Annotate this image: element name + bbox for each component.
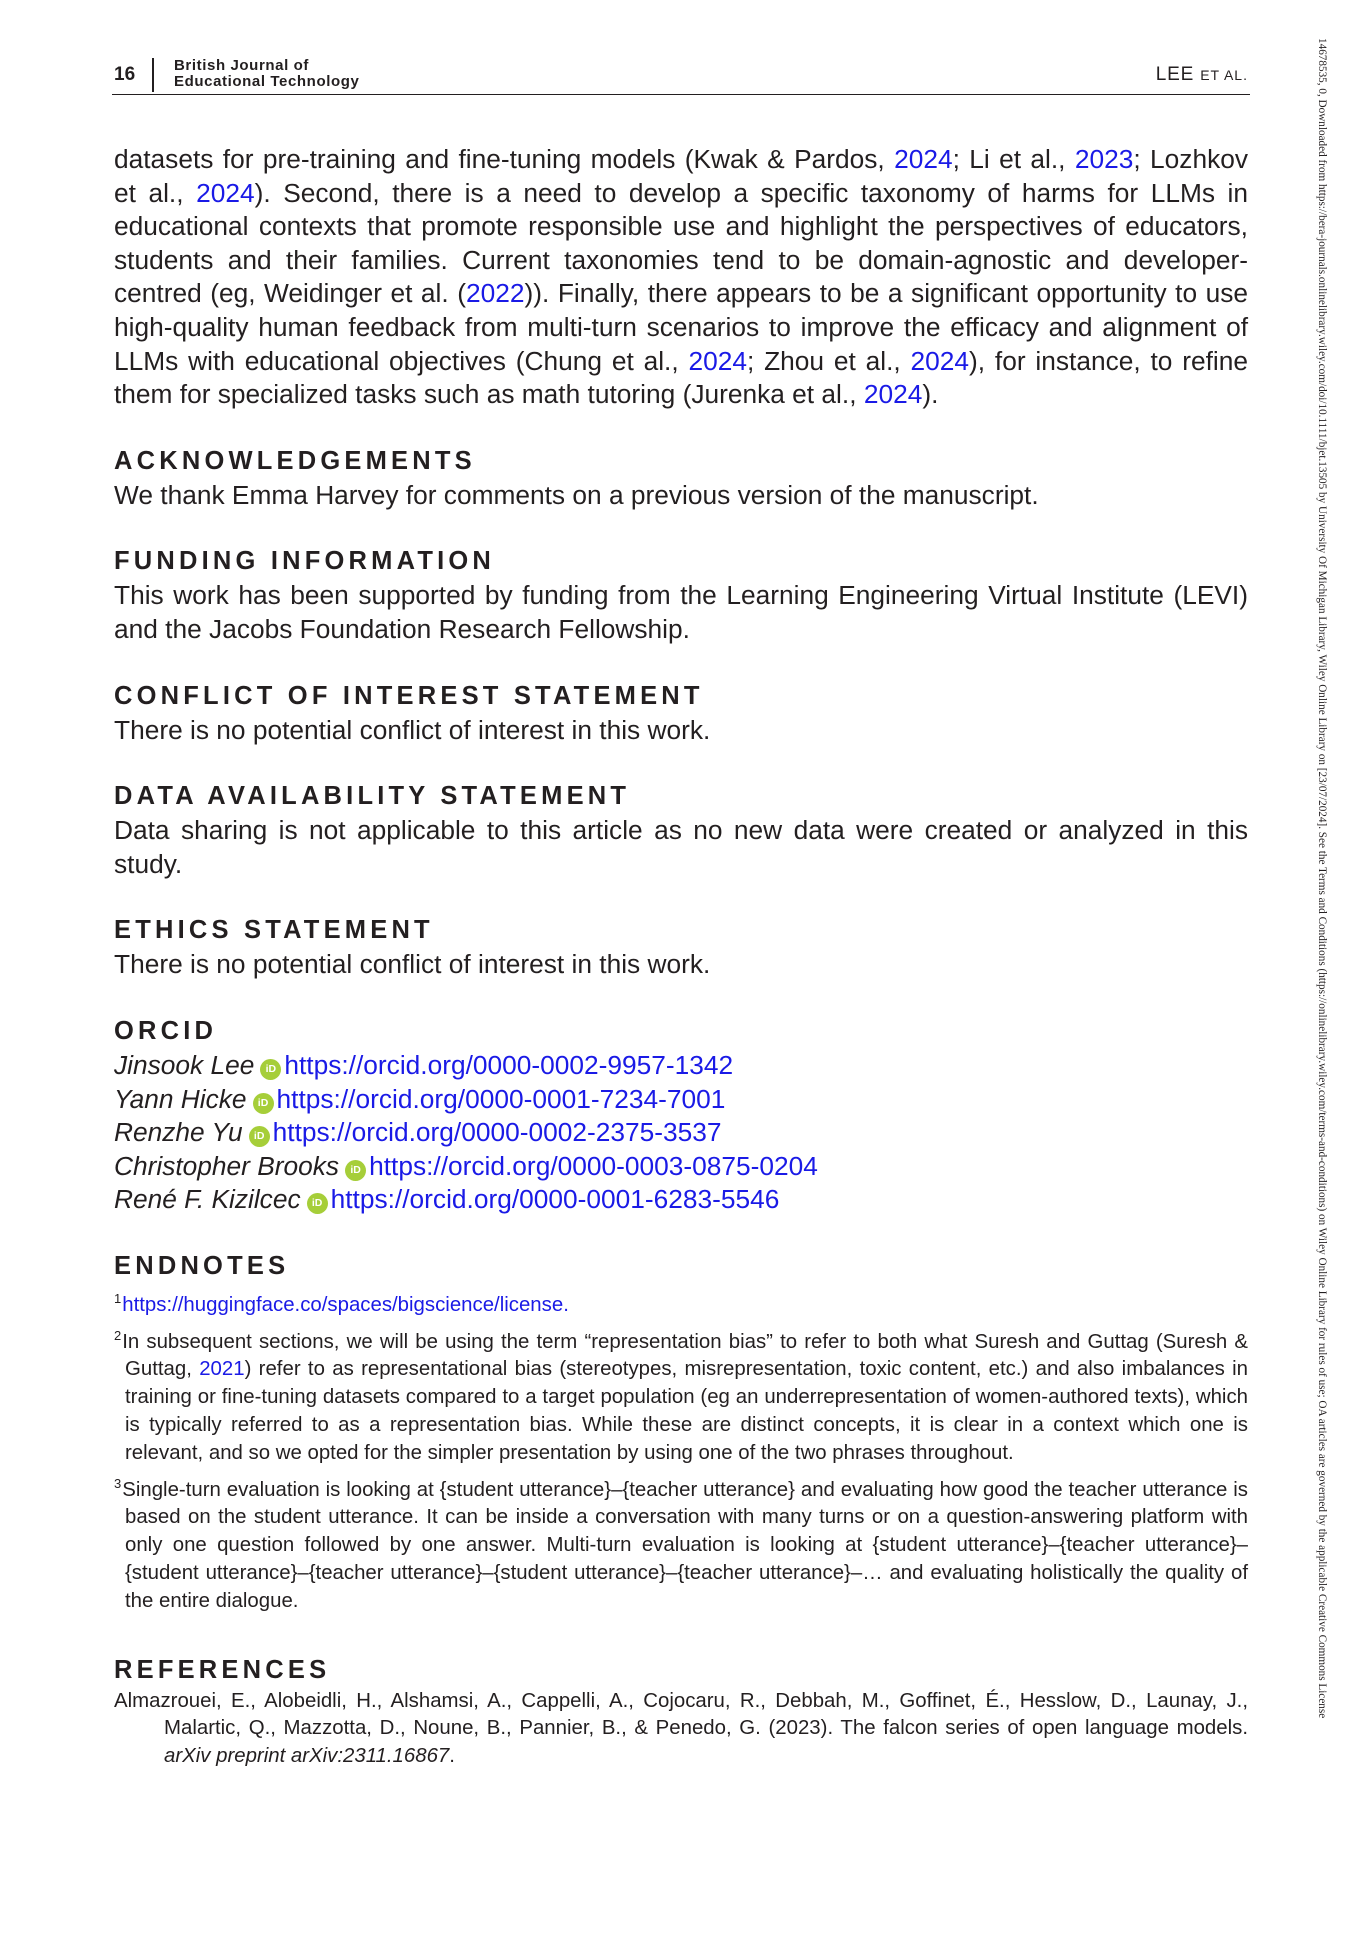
funding-section bbox=[114, 545, 1248, 646]
journal-title-line-2: Educational Technology bbox=[174, 73, 360, 90]
citation-link[interactable]: 2024 bbox=[863, 379, 923, 410]
running-author-suffix: ET AL. bbox=[1200, 67, 1248, 83]
orcid-icon[interactable]: iD bbox=[260, 1059, 281, 1080]
orcid-icon[interactable]: iD bbox=[307, 1193, 328, 1214]
intro-paragraph bbox=[114, 143, 1248, 412]
orcid-entry bbox=[114, 1183, 1248, 1217]
orcid-link[interactable]: https://orcid.org/0000-0001-6283-5546 bbox=[330, 1184, 780, 1215]
endnote-link[interactable]: https://huggingface.co/spaces/bigscience/license bbox=[122, 1293, 564, 1316]
reference-end: . bbox=[449, 1745, 455, 1768]
orcid-icon[interactable]: iD bbox=[253, 1093, 274, 1114]
intro-text: ), for instance, to refine them for specialized tasks such as math tutoring (Jurenka et al., bbox=[114, 345, 1249, 410]
section-heading: DATA AVAILABILITY STATEMENT bbox=[114, 782, 631, 811]
header-divider bbox=[152, 58, 154, 92]
acknowledgements-section bbox=[114, 445, 1248, 513]
orcid-entry bbox=[114, 1116, 1248, 1150]
section-heading: CONFLICT OF INTEREST STATEMENT bbox=[114, 681, 704, 710]
conflict-text: There is no potential conflict of interest in this work. bbox=[114, 714, 711, 745]
data-availability-section bbox=[114, 780, 1248, 881]
author-name: Renzhe Yu bbox=[114, 1117, 243, 1148]
section-heading: ORCID bbox=[114, 1016, 218, 1045]
endnote-number: 3 bbox=[114, 1475, 122, 1491]
download-side-note-text: 14678535, 0, Downloaded from https://bera-journals.onlinelibrary.wiley.com/doi/10.1111/bjet.13505 by University Of Michigan Library, Wiley Online Library on [23/07/2024]. See the Terms and Conditions (https://onlinelibrary.wiley.com/terms-and-conditions) on Wiley Online Library for rules of use; OA articles are governed by the applicable Creative Commons License bbox=[1316, 38, 1328, 1719]
section-heading: REFERENCES bbox=[114, 1655, 331, 1684]
orcid-link[interactable]: https://orcid.org/0000-0003-0875-0204 bbox=[369, 1150, 818, 1181]
orcid-icon[interactable]: iD bbox=[249, 1126, 270, 1147]
citation-link[interactable]: 2024 bbox=[910, 345, 970, 376]
orcid-icon[interactable]: iD bbox=[345, 1160, 366, 1181]
author-name: Jinsook Lee bbox=[114, 1049, 255, 1080]
endnote-number: 1 bbox=[114, 1290, 122, 1306]
citation-link[interactable]: 2024 bbox=[196, 177, 255, 208]
section-heading: ETHICS STATEMENT bbox=[114, 916, 434, 945]
orcid-link[interactable]: https://orcid.org/0000-0002-9957-1342 bbox=[284, 1049, 734, 1080]
reference-entry bbox=[114, 1688, 1248, 1771]
citation-link[interactable]: 2022 bbox=[465, 278, 525, 309]
ethics-text: There is no potential conflict of interest in this work. bbox=[114, 949, 711, 980]
citation-link[interactable]: 2023 bbox=[1074, 144, 1134, 174]
endnote-number: 2 bbox=[114, 1327, 122, 1343]
orcid-list bbox=[114, 1049, 1248, 1217]
ethics-section bbox=[114, 914, 1248, 982]
journal-title bbox=[174, 58, 359, 90]
endnote bbox=[114, 1285, 1248, 1320]
citation-link[interactable]: 2024 bbox=[688, 345, 747, 376]
journal-title-line-1: British Journal of bbox=[174, 57, 309, 74]
endnote-punct: . bbox=[563, 1293, 569, 1316]
funding-text: This work has been supported by funding from the Learning Engineering Virtual Institute (LEVI) and the Jacobs Foundation Research Fellowship. bbox=[114, 580, 1248, 644]
author-name: René F. Kizilcec bbox=[114, 1184, 301, 1215]
orcid-entry bbox=[114, 1083, 1248, 1117]
references-section bbox=[114, 1654, 1248, 1771]
running-author-name: LEE bbox=[1155, 64, 1195, 85]
intro-text: ; Zhou et al., bbox=[747, 345, 911, 376]
orcid-link[interactable]: https://orcid.org/0000-0001-7234-7001 bbox=[276, 1083, 726, 1114]
page-number: 16 bbox=[114, 64, 136, 85]
endnote-text: ) refer to as representational bias (stereotypes, misrepresentation, toxic content, etc.) and also imbalances in training or fine-tuning datasets compared to a target population (eg an underrepresentation of women-authored texts), which is typically referred to as a representation bias. While these are distinct concepts, it is clear in a context which one is relevant, and so we opted for the simpler presentation by using one of the two phrases throughout. bbox=[125, 1358, 1249, 1464]
reference-text: Almazrouei, E., Alobeidli, H., Alshamsi, A., Cappelli, A., Cojocaru, R., Debbah, M., Goffinet, É., Hesslow, D., Launay, J., Malartic, Q., Mazzotta, D., Noune, B., Pannier, B., & Penedo, G. (2023). The falcon series of open language models. bbox=[114, 1689, 1248, 1740]
intro-text: ; Li et al., bbox=[952, 144, 1075, 174]
main-content bbox=[114, 143, 1248, 1771]
citation-link[interactable]: 2021 bbox=[199, 1358, 245, 1381]
endnote-text: Single-turn evaluation is looking at {student utterance}–{teacher utterance} and evaluating how good the teacher utterance is based on the student utterance. It can be inside a conversation with many turns or on a question-answering platform with only one question followed by one answer. Multi-turn evaluation is looking at {student utterance}–{teacher utterance}–{student utterance}–{teacher utterance}–{student utterance}–{teacher utterance}–… and evaluating holistically the quality of the entire dialogue. bbox=[122, 1478, 1248, 1612]
endnote-text: In subsequent sections, we will be using the term “representation bias” to refer to both what Suresh and Guttag (Suresh & Guttag, bbox=[122, 1330, 1248, 1381]
data-availability-text: Data sharing is not applicable to this article as no new data were created or analyzed in this study. bbox=[114, 815, 1248, 879]
orcid-entry bbox=[114, 1150, 1248, 1184]
endnotes-section bbox=[114, 1250, 1248, 1616]
endnote bbox=[114, 1470, 1248, 1616]
section-heading: ENDNOTES bbox=[114, 1251, 290, 1280]
download-side-note bbox=[1311, 38, 1331, 1928]
section-heading: ACKNOWLEDGEMENTS bbox=[114, 446, 476, 475]
intro-text: )). Finally, there appears to be a significant opportunity to use high-quality human feedback from multi-turn scenarios to improve the efficacy and alignment of LLMs with educational objectives (Chung et al., bbox=[114, 278, 1248, 376]
conflict-section bbox=[114, 680, 1248, 748]
intro-text: datasets for pre-training and fine-tuning models (Kwak & Pardos, bbox=[114, 144, 895, 174]
author-name: Yann Hicke bbox=[114, 1083, 247, 1114]
section-heading: FUNDING INFORMATION bbox=[114, 547, 496, 576]
intro-text: ). bbox=[922, 379, 939, 410]
acknowledgements-text: We thank Emma Harvey for comments on a previous version of the manuscript. bbox=[114, 479, 1039, 510]
citation-link[interactable]: 2024 bbox=[894, 144, 953, 174]
orcid-link[interactable]: https://orcid.org/0000-0002-2375-3537 bbox=[272, 1117, 722, 1148]
orcid-entry bbox=[114, 1049, 1248, 1083]
orcid-section bbox=[114, 1015, 1248, 1217]
intro-text: ; Lozhkov et al., bbox=[114, 144, 1248, 208]
author-name: Christopher Brooks bbox=[114, 1150, 340, 1181]
intro-text: ). Second, there is a need to develop a specific taxonomy of harms for LLMs in educational contexts that promote responsible use and highlight the perspectives of educators, students and their families. Current taxonomies tend to be domain-agnostic and developer-centred (eg, Weidinger et al. ( bbox=[114, 177, 1248, 309]
endnote bbox=[114, 1322, 1248, 1468]
running-header bbox=[112, 56, 1250, 95]
reference-venue: arXiv preprint arXiv:2311.16867 bbox=[164, 1745, 450, 1768]
running-author bbox=[1156, 64, 1248, 86]
